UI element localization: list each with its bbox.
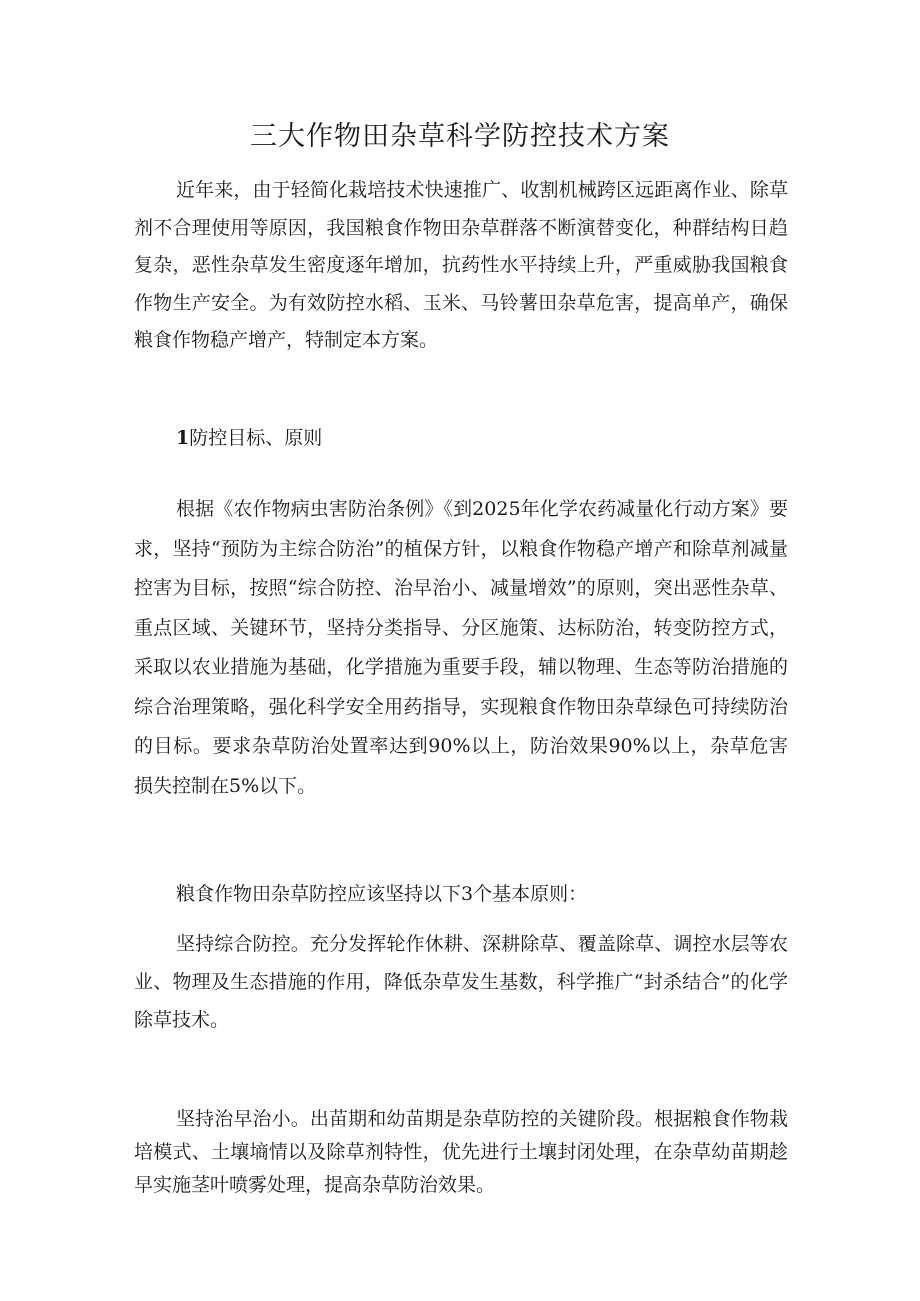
section-heading xyxy=(176,420,322,457)
principle-paragraph-1: 坚持综合防控。充分发挥轮作休耕、深耕除草、覆盖除草、调控水层等农业、物理及生态措施的作用，降低杂草发生基数，科学推广“封杀结合”的化学除草技术。 xyxy=(134,933,788,1031)
document-title: 三大作物田杂草科学防控技术方案 xyxy=(250,121,670,152)
section-heading-text: 防控目标、原则 xyxy=(189,427,323,449)
principle-paragraph-2: 坚持治早治小。出苗期和幼苗期是杂草防控的关键阶段。根据粮食作物栽培模式、土壤墒情以及除草剂特性，优先进行土壤封闭处理，在杂草幼苗期趁早实施茎叶喷雾处理，提高杂草防治效果。 xyxy=(134,1108,788,1196)
principles-intro-paragraph: 粮食作物田杂草防控应该坚持以下3个基本原则： xyxy=(176,883,588,905)
section-body-paragraph: 根据《农作物病虫害防治条例》《到2025年化学农药减量化行动方案》要求，坚持“预防为主综合防治”的植保方针，以粮食作物稳产增产和除草剂减量控害为目标，按照“综合防控、治早治小、减量增效”的原则，突出恶性杂草、重点区域、关键环节，坚持分类指导、分区施策、达标防治，转变防控方式，采取以农业措施为基础，化学措施为重要手段，辅以物理、生态等防治措施的综合治理策略，强化科学安全用药指导，实现粮食作物田杂草绿色可持续防治的目标。要求杂草防治处置率达到90%以上，防治效果90%以上，杂草危害损失控制在5%以下。 xyxy=(134,498,788,797)
section-number: 1 xyxy=(176,427,190,449)
intro-paragraph: 近年来，由于轻简化栽培技术快速推广、收割机械跨区远距离作业、除草剂不合理使用等原因，我国粮食作物田杂草群落不断演替变化，种群结构日趋复杂，恶性杂草发生密度逐年增加，抗药性水平持续上升，严重威胁我国粮食作物生产安全。为有效防控水稻、玉米、马铃薯田杂草危害，提高单产，确保粮食作物稳产增产，特制定本方案。 xyxy=(134,179,788,351)
